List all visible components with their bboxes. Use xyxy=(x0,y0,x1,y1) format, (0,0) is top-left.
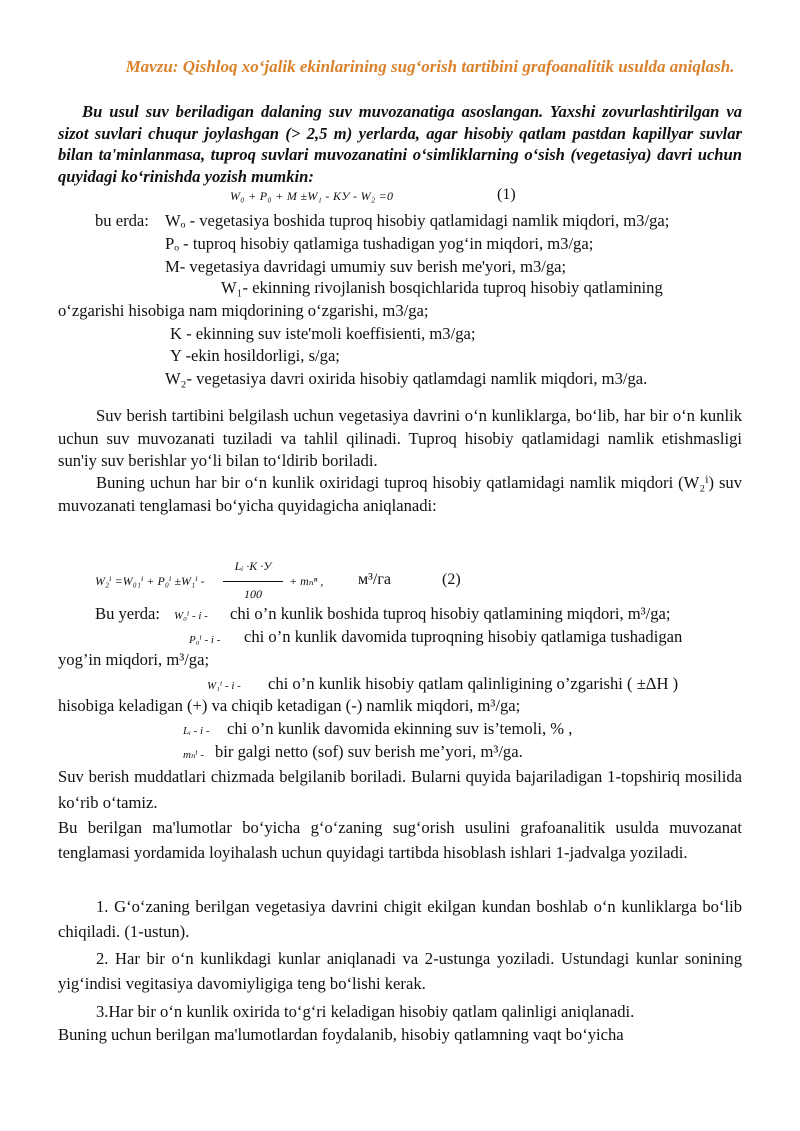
def-y: Y -ekin hosildorligi, s/ga; xyxy=(170,346,340,365)
def2-w0: chi o’n kunlik boshida tuproq hisobiy qatlamining miqdori, m³/ga; xyxy=(230,604,671,623)
sym-w0: W₀ⁱ - i - xyxy=(174,610,208,622)
formula-2-unit: м³/га xyxy=(358,571,392,588)
step-2: 2. Har bir o‘n kunlikdagi kunlar aniqlanadi va 2-ustunga yoziladi. Ustundagi kunlar sonining yig‘indisi vegitasiya davomiyligiga teng bo‘lishi kerak. xyxy=(58,949,742,993)
def-w1-line2: o‘zgarishi hisobiga nam miqdorining o‘zgarishi, m3/ga; xyxy=(58,301,429,320)
formula-2-numerator: Lᵢ ·K ·У xyxy=(234,559,272,573)
step-1: 1. G‘o‘zaning berilgan vegetasiya davrini chigit ekilgan kundan boshlab o‘n kunliklarga bo‘lib chiqiladi. (1-ustun). xyxy=(58,897,742,941)
sym-p0: P₀ⁱ - i - xyxy=(189,634,221,646)
sym-w1: W₁ⁱ - i - xyxy=(207,680,241,692)
formula-2-lhs: W₂ⁱ =W₀₁ⁱ + P₀ⁱ ±W₁ⁱ - xyxy=(95,574,205,588)
paragraph-4: Bu berilgan ma'lumotlar bo‘yicha g‘o‘zaning sug‘orish usulini grafoanalitik usulda muvozanat tenglamasi yordamida loyihalash uchun quyidagi tartibda hisoblash ishlari 1-jadvalga yoziladi. xyxy=(58,818,742,862)
formula-2-denominator: 100 xyxy=(244,586,262,601)
def2-w1-line1: chi o’n kunlik hisobiy qatlam qalinligining o’zgarishi ( ±ΔH ) xyxy=(268,674,679,693)
def2-m: bir galgi netto (sof) suv berish me’yori, m³/ga. xyxy=(215,742,523,761)
step-3-line1: 3.Har bir o‘n kunlik oxirida to‘g‘ri keladigan hisobiy qatlam qalinligi aniqlanadi. xyxy=(96,1002,635,1021)
fraction-bar xyxy=(223,581,283,582)
def2-p0-line1: chi o’n kunlik davomida tuproqning hisobiy qatlamiga tushadigan xyxy=(244,627,683,646)
paragraph-3: Suv berish muddatlari chizmada belgilanib boriladi. Bularni quyida bajariladigan 1-topshiriq mosilida ko‘rib o‘tamiz. xyxy=(58,767,742,812)
paragraph-1: Suv berish tartibini belgilash uchun vegetasiya davrini o‘n kunliklarga, bo‘lib, har bir o‘n kunlik uchun suv muvozanati tuziladi va tahlil qilinadi. Tuproq hisobiy qatlamidagi namlik etishmasligi sun'iy suv berishlar yo‘li bilan to‘ldirib boriladi. xyxy=(58,406,742,470)
sym-l: Lᵢ - i - xyxy=(183,725,210,737)
topic-title: Mavzu: Qishloq xo‘jalik ekinlarining sug‘orish tartibini grafoanalitik usulda aniqlash. xyxy=(125,57,735,76)
def-m: M- vegetasiya davridagi umumiy suv berish me'yori, m3/ga; xyxy=(165,257,567,276)
formula-2-tail: + mₙⁿ , xyxy=(289,574,324,588)
formula-1: W₀ + P₀ + M ±W₁ - KУ - W₂ =0 xyxy=(230,189,394,203)
def2-w1-line2: hisobiga keladigan (+) va chiqib ketadigan (-) namlik miqdori, m³/ga; xyxy=(58,696,521,715)
def2-p0-line2: yog’in miqdori, m³/ga; xyxy=(58,650,210,669)
defs1-lead: bu erda: xyxy=(95,211,149,230)
formula-1-number: (1) xyxy=(497,186,516,203)
def-w1-line1: W₁- ekinning rivojlanish bosqichlarida tuproq hisobiy qatlamining xyxy=(221,278,663,297)
paragraph-2: Buning uchun har bir o‘n kunlik oxiridagi tuproq hisobiy qatlamidagi namlik miqdori (W₂ⁱ) suv muvozanati tenglamasi bo‘yicha quyidagicha aniqlanadi: xyxy=(58,473,742,515)
def2-l: chi o’n kunlik davomida ekinning suv is’temoli, % , xyxy=(227,719,573,738)
def-w2: W₂- vegetasiya davri oxirida hisobiy qatlamdagi namlik miqdori, m3/ga. xyxy=(165,369,648,388)
def-w0: Wₒ - vegetasiya boshida tuproq hisobiy qatlamidagi namlik miqdori, m3/ga; xyxy=(165,211,670,230)
sym-m: mₙⁱ - xyxy=(183,749,205,761)
formula-2-number: (2) xyxy=(442,571,461,588)
def-k: K - ekinning suv iste'moli koeffisienti, m3/ga; xyxy=(170,324,476,343)
formula-2-fraction xyxy=(223,556,283,605)
formula-2 xyxy=(95,556,455,600)
step-3-line2: Buning uchun berilgan ma'lumotlardan foydalanib, hisobiy qatlamning vaqt bo‘yicha xyxy=(58,1025,624,1044)
defs2-lead: Bu yerda: xyxy=(95,604,160,623)
intro-paragraph: Bu usul suv beriladigan dalaning suv muvozanatiga asoslangan. Yaxshi zovurlashtirilgan va sizot suvlari chuqur joylashgan (> 2,5 m) yerlarda, agar hisobiy qatlam pastdan kapillyar suvlar bilan ta'minlanmasa, tuproq suvlari muvozanatini o‘simliklarning o‘sish (vegetasiya) davri uchun quyidagi ko‘rinishda yozish mumkin: xyxy=(58,102,742,186)
def-p0: Pₒ - tuproq hisobiy qatlamiga tushadigan yog‘in miqdori, m3/ga; xyxy=(165,234,594,253)
